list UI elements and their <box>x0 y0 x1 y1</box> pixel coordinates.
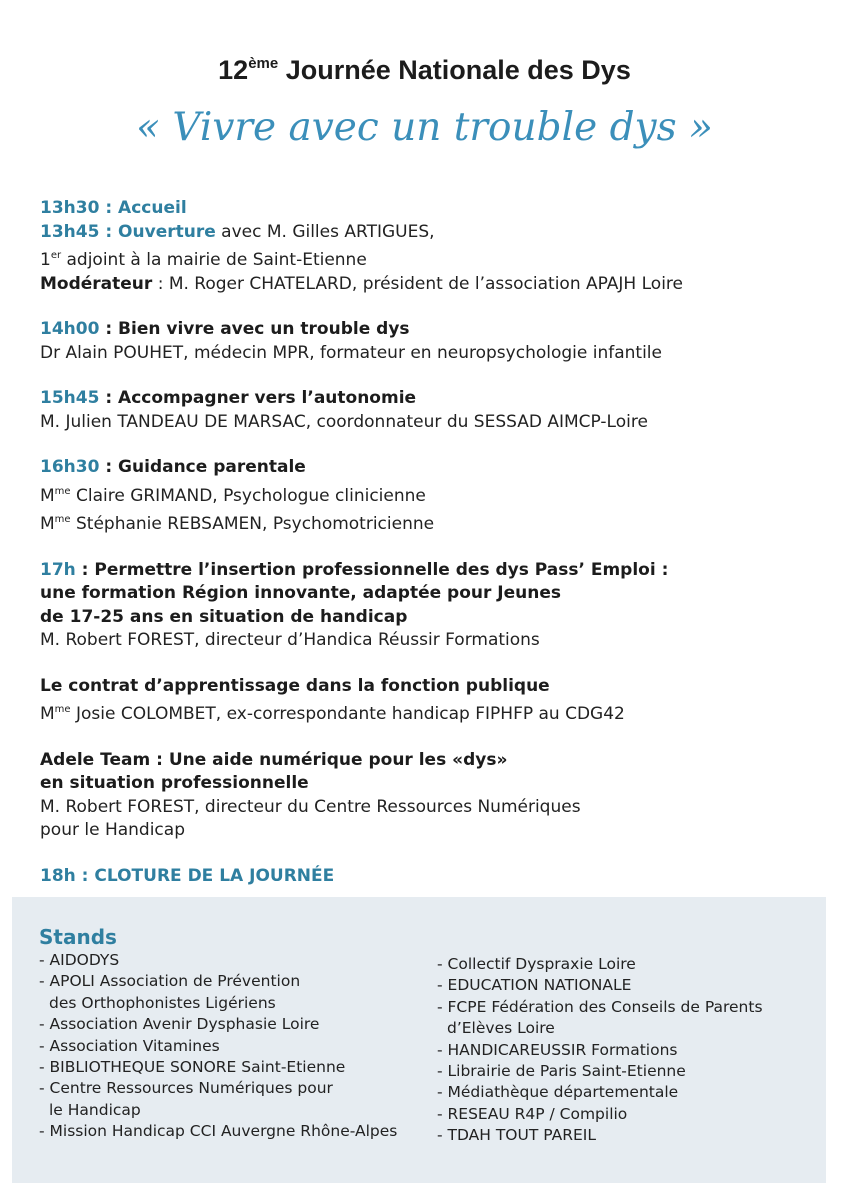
stands-title: Stands <box>39 925 117 949</box>
list-item: le Handicap <box>49 1100 141 1119</box>
list-item: - Association Vitamines <box>39 1036 220 1055</box>
moderator-label: Modérateur <box>40 273 153 294</box>
session-speaker: M. Robert FOREST, directeur d’Handica Réussir Formations <box>40 630 540 650</box>
list-item: - FCPE Fédération des Conseils de Parents <box>437 997 763 1016</box>
list-item: - HANDICAREUSSIR Formations <box>437 1040 678 1059</box>
title-superscript: ème <box>248 55 279 72</box>
list-item: - APOLI Association de Prévention <box>39 972 301 991</box>
list-item: - Médiathèque départementale <box>437 1083 679 1102</box>
title-text: Journée Nationale des Dys <box>278 55 631 85</box>
stands-list-left <box>39 950 429 1143</box>
session-time: 15h45 <box>40 388 100 408</box>
session-title <box>40 559 820 583</box>
ouverture-text: avec M. Gilles ARTIGUES, <box>215 221 435 242</box>
stands-list-right <box>437 954 817 1147</box>
session-time: 16h30 <box>40 457 100 477</box>
list-item: - BIBLIOTHEQUE SONORE Saint-Etienne <box>39 1058 346 1077</box>
list-item: des Orthophonistes Ligériens <box>49 993 276 1012</box>
list-item: - RESEAU R4P / Compilio <box>437 1104 628 1123</box>
session-time: 14h00 <box>40 319 100 339</box>
session-title-text: : Bien vivre avec un trouble dys <box>99 319 410 339</box>
list-item: - EDUCATION NATIONALE <box>437 976 632 995</box>
page-subtitle: « Vivre avec un trouble dys » <box>136 105 713 150</box>
session-title <box>40 456 820 480</box>
program-block-contrat <box>40 675 820 727</box>
list-item: - Collectif Dyspraxie Loire <box>437 955 636 973</box>
list-item: d’Elèves Loire <box>447 1019 555 1038</box>
session-speaker-line2: pour le Handicap <box>40 820 185 840</box>
ouverture-time: 13h45 : Ouverture <box>40 221 216 242</box>
session-title <box>40 387 820 411</box>
program-block-1545 <box>40 387 820 434</box>
session-title-text: : Permettre l’insertion professionnelle des dys Pass’ Emploi : <box>75 559 669 580</box>
accueil-time: 13h30 : Accueil <box>40 198 187 218</box>
session-title-text: : Accompagner vers l’autonomie <box>99 388 417 408</box>
list-item: - Centre Ressources Numériques pour <box>39 1079 333 1098</box>
session-speaker: $M^{me}$ Stéphanie REBSAMEN, Psychomotricienne <box>40 514 435 534</box>
session-speaker: M. Robert FOREST, directeur du Centre Ressources Numériques <box>40 796 581 817</box>
session-speaker: M. Julien TANDEAU DE MARSAC, coordonnateur du SESSAD AIMCP-Loire <box>40 411 648 432</box>
list-item: - TDAH TOUT PAREIL <box>437 1126 596 1145</box>
moderator-text: : M. Roger CHATELARD, président de l’association APAJH Loire <box>152 273 683 294</box>
session-title-line3: de 17-25 ans en situation de handicap <box>40 606 408 627</box>
session-title-line2: en situation professionnelle <box>40 773 309 793</box>
program-block-adele <box>40 749 820 843</box>
stands-panel <box>12 897 826 1183</box>
program-block-opening <box>40 197 820 296</box>
session-title-line2: une formation Région innovante, adaptée pour Jeunes <box>40 583 562 603</box>
session-title <box>40 318 820 342</box>
program-list <box>40 197 820 910</box>
program-block-1400 <box>40 318 820 365</box>
program-block-cloture <box>40 865 820 889</box>
page-title <box>0 55 849 86</box>
session-time: 17h <box>40 559 76 580</box>
program-block-1630 <box>40 456 820 537</box>
session-speaker: $M^{me}$ Claire GRIMAND, Psychologue clinicienne <box>40 485 426 506</box>
session-title: Le contrat d’apprentissage dans la fonction publique <box>40 675 550 696</box>
session-speaker: Dr Alain POUHET, médecin MPR, formateur en neuropsychologie infantile <box>40 342 662 363</box>
list-item: - Association Avenir Dysphasie Loire <box>39 1015 320 1034</box>
session-title: Adele Team : Une aide numérique pour les «dys» <box>40 749 508 770</box>
ouverture-line2: 1er adjoint à la mairie de Saint-Etienne <box>40 250 367 270</box>
moderator-line <box>40 273 820 297</box>
session-speaker: $M^{me}$ Josie COLOMBET, ex-correspondante handicap FIPHFP au CDG42 <box>40 704 625 724</box>
list-item: - AIDODYS <box>39 951 120 969</box>
program-block-17h <box>40 559 820 653</box>
list-item: - Mission Handicap CCI Auvergne Rhône-Alpes <box>39 1122 398 1141</box>
list-item: - Librairie de Paris Saint-Etienne <box>437 1062 686 1081</box>
cloture-line: 18h : CLOTURE DE LA JOURNÉE <box>40 865 335 886</box>
ouverture-line2-text: adjoint à la mairie de Saint-Etienne <box>61 250 367 270</box>
accueil-line <box>40 197 820 221</box>
session-title-text: : Guidance parentale <box>99 457 306 477</box>
ouverture-sup: er <box>50 250 62 261</box>
title-number: 12 <box>218 55 249 85</box>
ouverture-line <box>40 221 820 245</box>
